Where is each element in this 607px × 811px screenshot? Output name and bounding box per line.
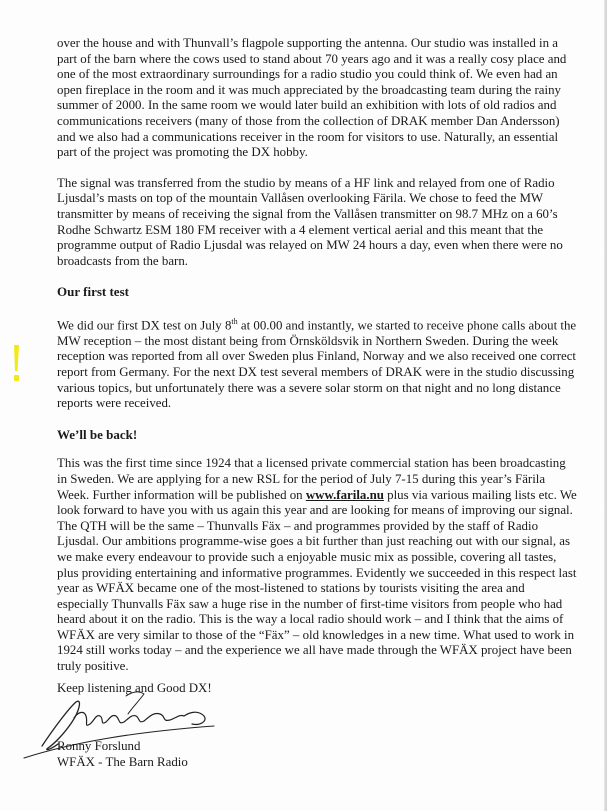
paragraph-signal: The signal was transferred from the studio by means of a HF link and relayed from one of Radio Ljusdal’s masts on top of the mountain Vallåsen overlooking Färila. We chose to feed the MW transmitter by means of receiving the signal from the Vallåsen transmitter on 98.7 MHz on a 60’s Rodhe Schwartz ESM 180 FM receiver with a 4 element vertical aerial and this meant that the programme output of Radio Ljusdal was relayed on MW 24 hours a day, even when there were no broadcasts from the barn. [57, 175, 563, 268]
paragraph-studio: over the house and with Thunvall’s flagpole supporting the antenna. Our studio was installed in a part of the barn where the cows used to stand about 70 years ago and it was a really cosy place and one of the most extraordinary surroundings for a radio studio you could think of. We even had an open fireplace in the room and it was much appreciated by the broadcasting team during the rainy summer of 2000. In the same room we would later build an exhibition with lots of old radios and communications receivers (many of those from the collection of DRAK member Dan Andersson) and we also had a communications receiver in the room for visitors to use. Naturally, an essential part of the project was promoting the DX hobby. [57, 36, 567, 160]
paragraph-be-back [57, 456, 577, 674]
signer-name: Ronny Forslund [57, 739, 141, 753]
exclamation-highlight-icon [9, 344, 23, 384]
letter-body [57, 36, 577, 690]
signer-block [57, 738, 188, 770]
heading-first-test: Our first test [57, 284, 129, 300]
ordinal-suffix: th [231, 316, 238, 326]
first-test-text-rest: at 00.00 and instantly, we started to receive phone calls about the MW reception – the most distant being from Örnsköldsvik in Northern Sweden. During the week reception was reported from all over Sweden plus Finland, Norway and we also received one correct report from Germany. For the next DX test several members of DRAK were in the studio discussing various topics, but unfortunately there was a severe solar storm on that night and no long distance reports were received. [57, 318, 577, 411]
first-test-text-start: We did our first DX test on July 8 [57, 318, 232, 333]
signer-organization: WFÄX - The Barn Radio [57, 755, 188, 769]
be-back-text-rest: plus via various mailing lists etc. We look forward to have you with us again this year and are looking for means of improving our signal. The QTH will be the same – Thunvalls Fäx – and programmes provided by the staff of Radio Ljusdal. Our ambitions programme-wise goes a bit further than just reaching out with our signal, as we make every endeavour to provide such a enjoyable music mix as possible, covering all tastes, plus providing entertaining and informative programmes. Evidently we succeeded in this respect last year as WFÄX became one of the most-listened to stations by tourists visiting the area and especially Thunvalls Fäx saw a huge rise in the number of first-time visitors from people who had heard about it on the radio. This is the way a local radio should work – and I think that the aims of WFÄX are very similar to those of the “Fäx” – old knowledges in a new time. What used to work in 1924 still works today – and the experience we all have made through the WFÄX project have been truly positive. [57, 487, 577, 674]
be-back-text-start: This was the first time since 1924 that a licensed private commercial station has been broadcasting in Sweden. We are applying for a new RSL for the period of July 7-15 during this year’s Färila Week. Further information will be published on [57, 456, 566, 502]
paragraph-first-test [57, 314, 577, 412]
website-link[interactable]: www.farila.nu [305, 487, 384, 502]
closing-line: Keep listening and Good DX! [57, 681, 212, 695]
heading-be-back: We’ll be back! [57, 426, 138, 442]
